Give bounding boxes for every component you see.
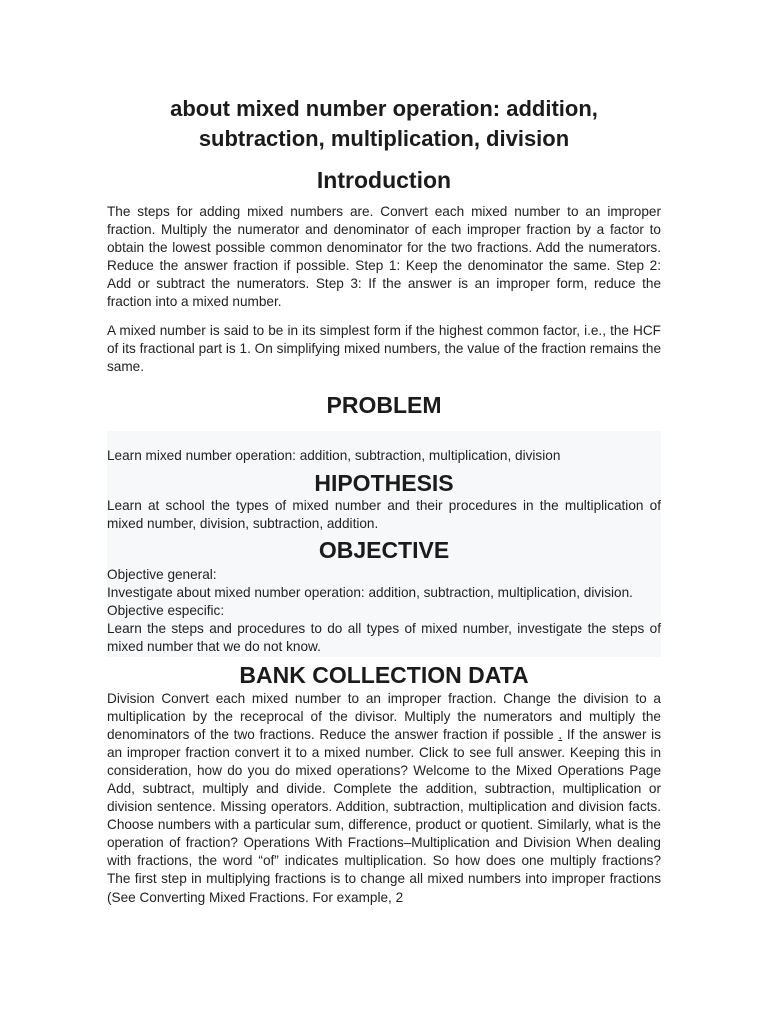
objective-heading: OBJECTIVE	[318, 537, 450, 564]
objective-specific-text: Learn the steps and procedures to do all types of mixed number, investigate the steps of mixed number that we do not know.	[107, 621, 661, 655]
introduction-heading: Introduction	[316, 167, 452, 193]
shaded-content-area	[107, 431, 661, 657]
bank-collection-text	[107, 690, 661, 907]
document-title: about mixed number operation: addition, subtraction, multiplication, division	[170, 96, 598, 151]
objective-general-label: Objective general:	[107, 567, 217, 583]
bank-text-part-1: Division Convert each mixed number to an improper fraction. Change the division to a multiplication by the receprocal of the divisor. Multiply the numerators and multiply the denominators of the two fractions. Reduce the answer fraction if possible	[107, 690, 661, 742]
problem-heading: PROBLEM	[326, 391, 442, 418]
document-page	[107, 92, 661, 907]
problem-text: Learn mixed number operation: addition, subtraction, multiplication, division	[107, 447, 561, 463]
hypothesis-heading: HIPOTHESIS	[314, 469, 454, 496]
introduction-paragraph-1: The steps for adding mixed numbers are. Convert each mixed number to an improper fraction. Multiply the numerator and denominator of each improper fraction by a factor to obtain the lowest possible common denominator for the two fractions. Add the numerators. Reduce the answer fraction if possible. Step 1: Keep the denominator the same. Step 2: Add or subtract the numerators. Step 3: If the answer is an improper form, reduce the fraction into a mixed number.	[107, 204, 661, 310]
bank-text-part-2: If the answer is an improper fraction convert it to a mixed number. Click to see full answer. Keeping this in consideration, how do you do mixed operations? Welcome to the Mixed Operations Page Add, subtract, multiply and divide. Complete the addition, subtraction, multiplication or division sentence. Missing operators. Addition, subtraction, multiplication and division facts. Choose numbers with a particular sum, difference, product or quotient. Similarly, what is the operation of fraction? Operations With Fractions–Multiplication and Division When dealing with fractions, the word “of” indicates multiplication. So how does one multiply fractions? The first step in multiplying fractions is to change all mixed numbers into improper fractions (See Converting Mixed Fractions. For example, 2	[107, 726, 661, 905]
objective-block	[107, 566, 661, 656]
objective-specific-label: Objective especific:	[107, 603, 225, 619]
objective-general-text: Investigate about mixed number operation: addition, subtraction, multiplication, division.	[107, 585, 633, 601]
introduction-paragraph-2: A mixed number is said to be in its simplest form if the highest common factor, i.e., the HCF of its fractional part is 1. On simplifying mixed numbers, the value of the fraction remains the same.	[107, 322, 661, 374]
hypothesis-text: Learn at school the types of mixed number and their procedures in the multiplication of mixed number, division, subtraction, addition.	[107, 497, 661, 531]
bank-inline-link[interactable]: .	[558, 726, 563, 742]
bank-collection-heading: BANK COLLECTION DATA	[239, 661, 529, 688]
